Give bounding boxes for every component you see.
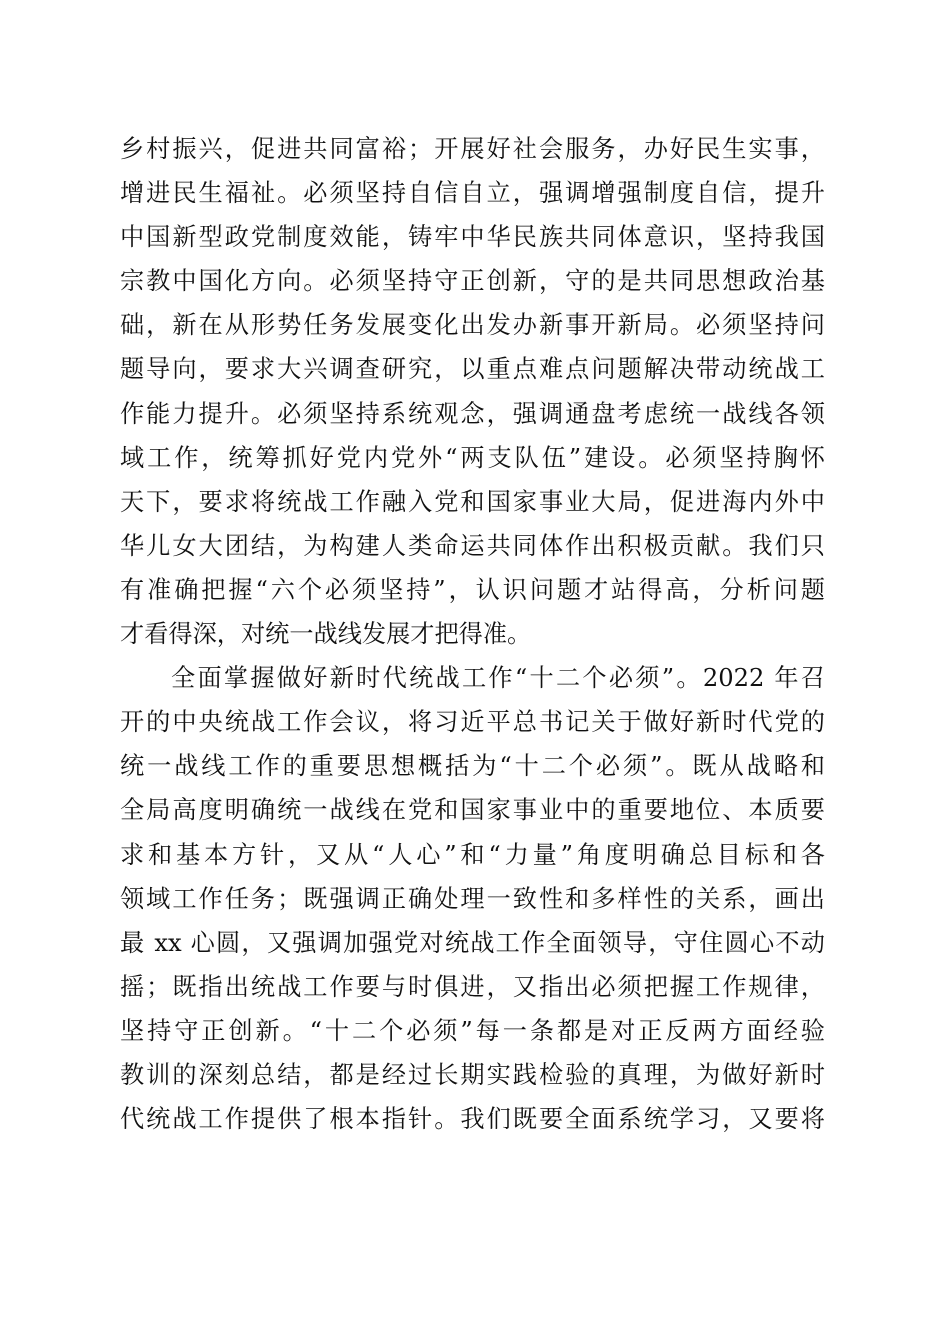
text-line: 中国新型政党制度效能，铸牢中华民族共同体意识，坚持我国	[120, 223, 825, 252]
text-line: 全面掌握做好新时代统战工作“十二个必须”。2022 年召	[171, 664, 825, 693]
text-line: 全局高度明确统一战线在党和国家事业中的重要地位、本质要	[120, 796, 825, 825]
text-line: 领域工作任务；既强调正确处理一致性和多样性的关系，画出	[120, 884, 825, 913]
text-line: 有准确把握“六个必须坚持”，认识问题才站得高，分析问题	[120, 575, 825, 604]
text-line: 乡村振兴，促进共同富裕；开展好社会服务，办好民生实事，	[120, 135, 825, 163]
paragraph-1	[120, 127, 825, 656]
text-line: 统一战线工作的重要思想概括为“十二个必须”。既从战略和	[120, 752, 825, 781]
text-line: 础，新在从形势任务发展变化出发办新事开新局。必须坚持问	[120, 311, 825, 340]
text-line: 最 xx 心圆，又强调加强党对统战工作全面领导，守住圆心不动	[120, 928, 825, 957]
text-line: 宗教中国化方向。必须坚持守正创新，守的是共同思想政治基	[120, 267, 825, 296]
text-line: 教训的深刻总结，都是经过长期实践检验的真理，为做好新时	[120, 1060, 825, 1089]
text-line: 天下，要求将统战工作融入党和国家事业大局，促进海内外中	[120, 487, 825, 516]
text-line: 才看得深，对统一战线发展才把得准。	[120, 620, 532, 649]
text-line: 开的中央统战工作会议，将习近平总书记关于做好新时代党的	[120, 708, 825, 737]
text-line: 求和基本方针，又从“人心”和“力量”角度明确总目标和各	[120, 840, 825, 869]
text-line: 作能力提升。必须坚持系统观念，强调通盘考虑统一战线各领	[120, 399, 825, 428]
text-line: 坚持守正创新。“十二个必须”每一条都是对正反两方面经验	[120, 1016, 825, 1045]
text-line: 摇；既指出统战工作要与时俱进，又指出必须把握工作规律，	[120, 972, 825, 1001]
body-text	[120, 127, 825, 1141]
paragraph-2	[120, 656, 825, 1141]
text-line: 增进民生福祉。必须坚持自信自立，强调增强制度自信，提升	[120, 179, 825, 208]
text-line: 华儿女大团结，为构建人类命运共同体作出积极贡献。我们只	[120, 531, 825, 560]
text-line: 域工作，统筹抓好党内党外“两支队伍”建设。必须坚持胸怀	[120, 443, 825, 472]
text-line: 代统战工作提供了根本指针。我们既要全面系统学习，又要将	[120, 1105, 825, 1134]
text-line: 题导向，要求大兴调查研究，以重点难点问题解决带动统战工	[120, 355, 825, 384]
